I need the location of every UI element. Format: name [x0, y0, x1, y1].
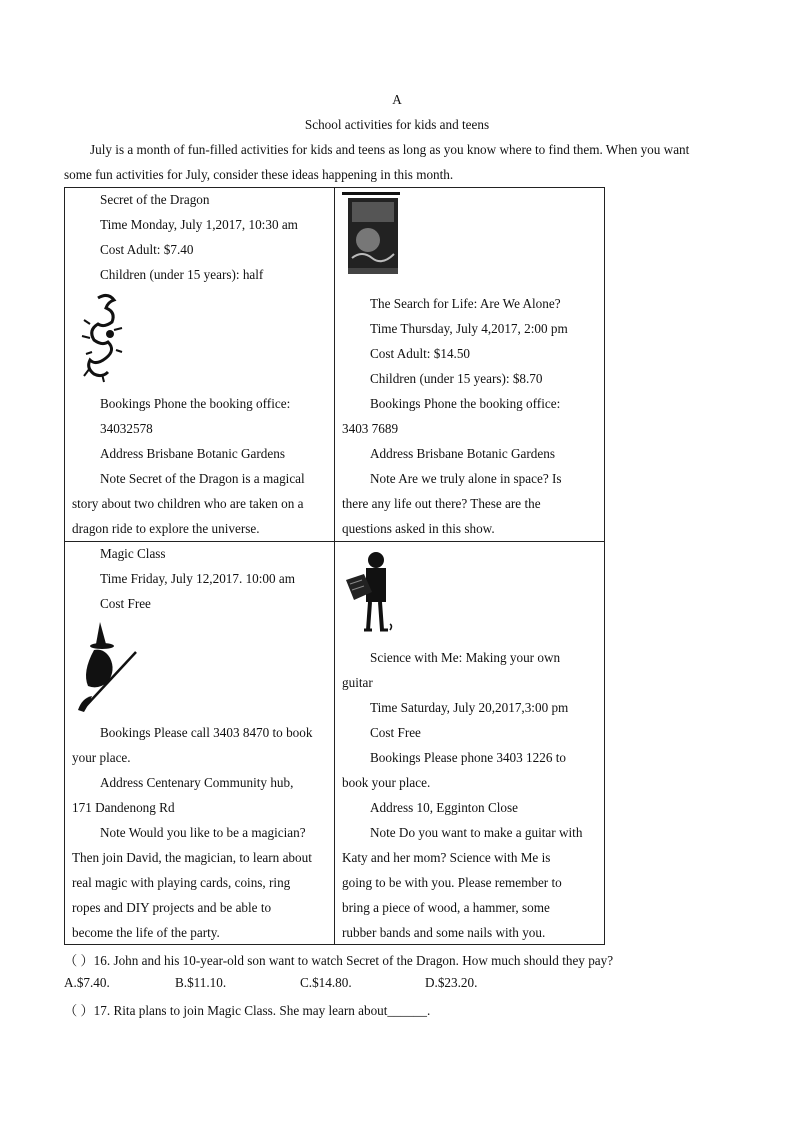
intro-line-2: some fun activities for July, consider these ideas happening in this month.: [64, 167, 454, 182]
science-address: Address 10, Egginton Close: [370, 800, 518, 815]
magic-cost: Cost Free: [100, 596, 151, 611]
magic-bookings-2: your place.: [72, 750, 131, 765]
science-bookings-1: Bookings Please phone 3403 1226 to: [370, 750, 566, 765]
magic-note-5: become the life of the party.: [72, 925, 220, 940]
witch-on-broom-illustration-icon: [76, 622, 140, 712]
magic-time: Time Friday, July 12,2017. 10:00 am: [100, 571, 296, 586]
science-note-4: bring a piece of wood, a hammer, some: [342, 900, 550, 915]
dragon-title: Secret of the Dragon: [100, 192, 210, 207]
space-book-illustration-icon: [342, 192, 402, 278]
science-note-1: Note Do you want to make a guitar with: [370, 825, 583, 840]
q16-option-c: C.$14.80.: [300, 975, 352, 990]
dragon-note-3: dragon ride to explore the universe.: [72, 521, 260, 536]
science-cost: Cost Free: [370, 725, 421, 740]
dragon-children: Children (under 15 years): half: [100, 267, 264, 282]
question-16: （ ）16. John and his 10-year-old son want to watch Secret of the Dragon. How much should they pay?: [64, 953, 614, 968]
search-note-2: there any life out there? These are the: [342, 496, 541, 511]
science-note-5: rubber bands and some nails with you.: [342, 925, 546, 940]
child-with-guitar-illustration-icon: [344, 550, 396, 634]
science-bookings-2: book your place.: [342, 775, 431, 790]
search-title: The Search for Life: Are We Alone?: [370, 296, 561, 311]
dragon-address: Address Brisbane Botanic Gardens: [100, 446, 285, 461]
science-note-3: going to be with you. Please remember to: [342, 875, 562, 890]
science-title-1: Science with Me: Making your own: [370, 650, 561, 665]
intro-line-1: July is a month of fun-filled activities for kids and teens as long as you know where to find them. When you want: [90, 142, 690, 157]
search-bookings: Bookings Phone the booking office:: [370, 396, 561, 411]
magic-address-2: 171 Dandenong Rd: [72, 800, 175, 815]
dragon-phone: 34032578: [100, 421, 153, 436]
q16-option-a: A.$7.40.: [64, 975, 110, 990]
magic-note-1: Note Would you like to be a magician?: [100, 825, 306, 840]
science-time: Time Saturday, July 20,2017,3:00 pm: [370, 700, 569, 715]
science-note-2: Katy and her mom? Science with Me is: [342, 850, 551, 865]
table-row-divider: [64, 541, 605, 542]
dragon-illustration-icon: [76, 290, 126, 384]
magic-note-4: ropes and DIY projects and be able to: [72, 900, 272, 915]
dragon-note-2: story about two children who are taken on a: [72, 496, 304, 511]
magic-note-2: Then join David, the magician, to learn about: [72, 850, 312, 865]
search-note-3: questions asked in this show.: [342, 521, 495, 536]
magic-address-1: Address Centenary Community hub,: [100, 775, 294, 790]
q16-option-d: D.$23.20.: [425, 975, 478, 990]
magic-note-3: real magic with playing cards, coins, ring: [72, 875, 291, 890]
q16-option-b: B.$11.10.: [175, 975, 227, 990]
dragon-cost: Cost Adult: $7.40: [100, 242, 194, 257]
dragon-note-1: Note Secret of the Dragon is a magical: [100, 471, 305, 486]
magic-bookings-1: Bookings Please call 3403 8470 to book: [100, 725, 313, 740]
search-children: Children (under 15 years): $8.70: [370, 371, 543, 386]
search-time: Time Thursday, July 4,2017, 2:00 pm: [370, 321, 568, 336]
search-phone: 3403 7689: [342, 421, 399, 436]
search-address: Address Brisbane Botanic Gardens: [370, 446, 555, 461]
search-cost: Cost Adult: $14.50: [370, 346, 471, 361]
dragon-bookings: Bookings Phone the booking office:: [100, 396, 291, 411]
passage-title: School activities for kids and teens: [304, 117, 490, 132]
table-column-divider: [334, 187, 335, 945]
dragon-time: Time Monday, July 1,2017, 10:30 am: [100, 217, 298, 232]
search-note-1: Note Are we truly alone in space? Is: [370, 471, 562, 486]
magic-title: Magic Class: [100, 546, 166, 561]
question-17: （ ）17. Rita plans to join Magic Class. She may learn about______.: [64, 1003, 431, 1018]
science-title-2: guitar: [342, 675, 373, 690]
section-letter: A: [392, 92, 402, 107]
